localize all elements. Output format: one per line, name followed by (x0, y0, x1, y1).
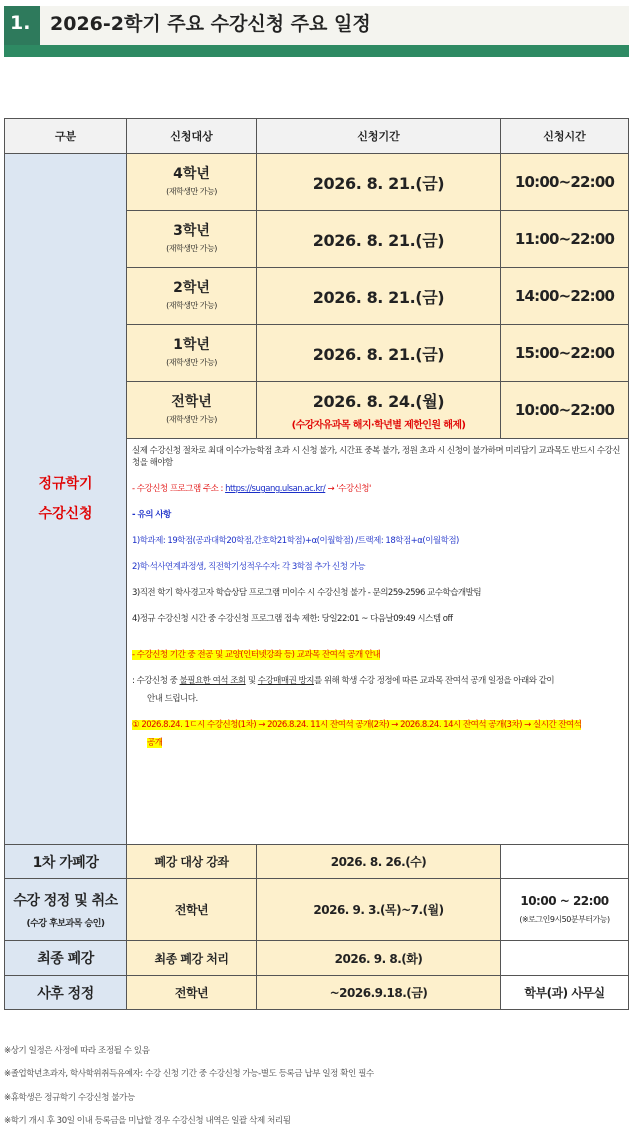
footnote: ※상기 일정은 사정에 따라 조정될 수 있음 (4, 1046, 150, 1056)
open-schedule (132, 719, 624, 749)
caution-item-3: 3)직전 학기 학사경고자 학습상담 프로그램 미이수 시 수강신청 불가 - 문의259-2596 교수학습개발팀 (132, 588, 482, 598)
target-grade: 전학년 (171, 394, 212, 410)
date-cell: 2026. 8. 21.(금) (257, 154, 501, 211)
target-cell: 전학년 (127, 879, 257, 941)
time-cell: 14:00~22:00 (501, 268, 629, 325)
date-cell: 2026. 9. 8.(화) (257, 941, 501, 976)
footnote: ※학기 개시 후 30일 이내 등록금을 미납할 경우 수강신청 내역은 일괄 삭제 처리됨 (4, 1116, 291, 1126)
time-subtext: (※로그인9시50분부터가능) (519, 915, 610, 924)
target-cell (127, 268, 257, 325)
date-cell: ~2026.9.18.(금) (257, 976, 501, 1010)
date-cell: 2026. 9. 3.(목)~7.(월) (257, 879, 501, 941)
header-target: 신청대상 (127, 119, 257, 154)
category-cell: 사후 정정 (5, 976, 127, 1010)
table-row (5, 941, 629, 976)
date-cell (257, 382, 501, 439)
time-cell: 10:00~22:00 (501, 154, 629, 211)
target-grade: 2학년 (173, 280, 210, 296)
caution-title: - 유의 사항 (132, 510, 171, 520)
open-desc-text: 및 (245, 676, 258, 686)
date-cell: 2026. 8. 21.(금) (257, 211, 501, 268)
program-prefix: - 수강신청 프로그램 주소 : (132, 484, 226, 494)
open-desc (132, 675, 624, 705)
open-desc-underline: 수강매매권 방지 (257, 676, 314, 686)
target-cell: 전학년 (127, 976, 257, 1010)
table-row (5, 879, 629, 941)
header-category: 구분 (5, 119, 127, 154)
header-time: 신청시간 (501, 119, 629, 154)
open-title: - 수강신청 기간 중 전공 및 교양(인터넷강좌 등) 교과목 잔여석 공개 안내 (132, 650, 381, 660)
date-text: 2026. 8. 24.(월) (312, 392, 445, 411)
target-cell: 폐강 대상 강좌 (127, 845, 257, 879)
program-line (132, 483, 624, 495)
open-desc-underline: 불필요한 여석 조회 (179, 676, 246, 686)
time-cell: 10:00~22:00 (501, 382, 629, 439)
info-cell (127, 439, 629, 845)
target-cell (127, 382, 257, 439)
target-cell (127, 325, 257, 382)
target-grade: 4학년 (173, 166, 210, 182)
schedule-table (4, 118, 629, 1010)
target-grade: 3학년 (173, 223, 210, 239)
target-grade: 1학년 (173, 337, 210, 353)
category-subtext: (수강 후보과목 승인) (26, 919, 105, 929)
open-schedule-line: ① 2026.8.24. 1ㄷ시 수강신청(1차) → 2026.8.24. 11시 잔여석 공개(2차) → 2026.8.24. 14시 잔여석 공개(3차) → 실시간 잔여석 (132, 720, 582, 730)
target-note: (재학생만 가능) (166, 415, 217, 424)
date-cell: 2026. 8. 26.(수) (257, 845, 501, 879)
time-cell (501, 941, 629, 976)
target-note: (재학생만 가능) (166, 301, 217, 310)
open-desc-text: 를 위해 학생 수강 정정에 따른 교과목 잔여석 공개 일정을 아래와 같이 (313, 676, 555, 686)
program-suffix: → '수강신청' (325, 484, 371, 494)
program-link[interactable]: https://sugang.ulsan.ac.kr/ (225, 484, 326, 494)
category-cell: 1차 가폐강 (5, 845, 127, 879)
footnote: ※졸업학년초과자, 학사학위취득유예자: 수강 신청 기간 중 수강신청 가능-별도 등록금 납부 일정 확인 필수 (4, 1069, 374, 1079)
time-cell: 11:00~22:00 (501, 211, 629, 268)
open-schedule-line: 공개 (147, 738, 163, 748)
header-accent-bar (4, 45, 629, 57)
caution-item-4: 4)정규 수강신청 시간 중 수강신청 프로그램 접속 제한: 당일22:01 ~ 다음날09:49 시스템 off (132, 614, 453, 624)
time-cell (501, 879, 629, 941)
date-cell: 2026. 8. 21.(금) (257, 325, 501, 382)
category-cell (5, 879, 127, 941)
caution-item-1: 1)학과제: 19학점(공과대학20학점,간호학21학점)+α(이월학점) /트랙제: 18학점+α(이월학점) (132, 536, 459, 546)
category-line2: 수강신청 (38, 506, 93, 522)
footnote: ※휴학생은 정규학기 수강신청 불가능 (4, 1093, 135, 1103)
category-line1: 정규학기 (38, 476, 93, 492)
date-subnote: (수강자유과목 해지·학년별 제한인원 해제) (291, 420, 466, 431)
header-period: 신청기간 (257, 119, 501, 154)
time-cell (501, 845, 629, 879)
section-title: 2026-2학기 주요 수강신청 주요 일정 (50, 13, 371, 35)
section-number: 1. (4, 6, 40, 52)
table-header-row (5, 119, 629, 154)
table-row (5, 976, 629, 1010)
section-header (4, 6, 629, 57)
date-cell: 2026. 8. 21.(금) (257, 268, 501, 325)
info-intro: 실제 수강신청 절차로 최대 이수가능학점 초과 시 신청 불가, 시간표 중복 불가, 정원 초과 시 신청이 불가하며 미리담기 교과목도 반드시 수강신청을 해야함 (132, 446, 620, 468)
category-cell: 최종 폐강 (5, 941, 127, 976)
time-cell: 학부(과) 사무실 (501, 976, 629, 1010)
open-desc-text: : 수강신청 중 (132, 676, 180, 686)
time-cell: 15:00~22:00 (501, 325, 629, 382)
category-text: 수강 정정 및 취소 (13, 893, 118, 909)
target-cell: 최종 폐강 처리 (127, 941, 257, 976)
category-regular (5, 154, 127, 845)
target-cell (127, 211, 257, 268)
table-row (5, 154, 629, 211)
caution-item-2: 2)학·석사연계과정생, 직전학기성적우수자: 각 3학점 추가 신청 가능 (132, 562, 366, 572)
target-note: (재학생만 가능) (166, 358, 217, 367)
target-cell (127, 154, 257, 211)
target-note: (재학생만 가능) (166, 187, 217, 196)
target-note: (재학생만 가능) (166, 244, 217, 253)
table-row (5, 845, 629, 879)
open-desc-text: 안내 드립니다. (147, 694, 198, 704)
time-text: 10:00 ~ 22:00 (520, 894, 609, 908)
